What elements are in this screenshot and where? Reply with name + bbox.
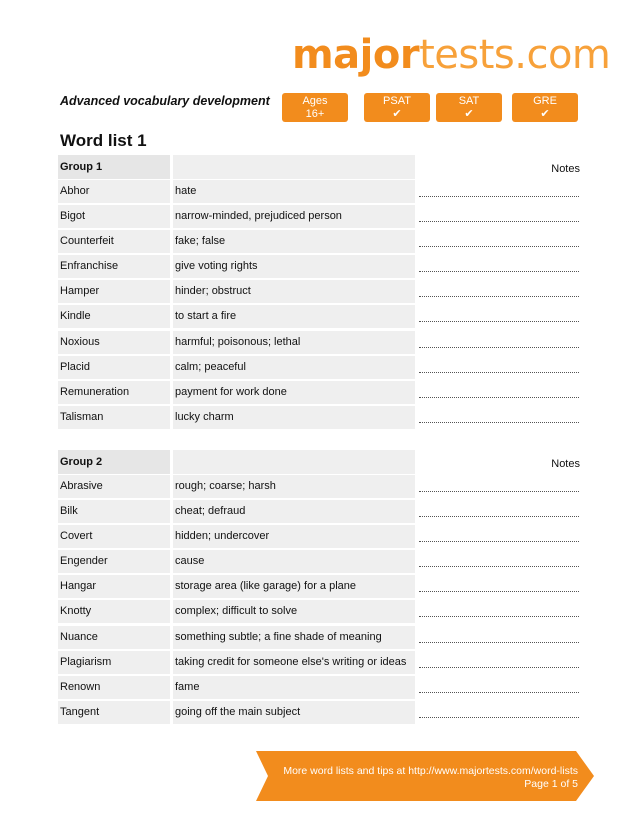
notes-line [419, 516, 579, 517]
notes-line [419, 397, 579, 398]
group-header [58, 450, 580, 474]
notes-line [419, 321, 579, 322]
word-group-2 [58, 450, 580, 725]
notes-line [419, 246, 579, 247]
badge-ages-value: 16+ [305, 108, 325, 120]
notes-line [419, 491, 579, 492]
definition-cell: give voting rights [173, 255, 415, 278]
word-cell: Knotty [58, 600, 170, 623]
group-title: Group 1 [58, 155, 170, 179]
word-row [58, 204, 580, 229]
definition-cell: calm; peaceful [173, 356, 415, 379]
badge-gre [512, 93, 578, 122]
footer-banner [256, 751, 594, 801]
badge-sat-label: SAT [458, 95, 480, 107]
word-row [58, 549, 580, 574]
definition-cell: cause [173, 550, 415, 573]
notes-line [419, 422, 579, 423]
page-number: Page 1 of 5 [524, 778, 578, 790]
word-row [58, 179, 580, 204]
notes-line [419, 271, 579, 272]
word-cell: Counterfeit [58, 230, 170, 253]
definition-cell: hidden; undercover [173, 525, 415, 548]
word-row [58, 599, 580, 624]
majortests-logo [292, 30, 610, 80]
word-cell: Noxious [58, 331, 170, 354]
notes-line [419, 221, 579, 222]
badge-ages [282, 93, 348, 122]
definition-cell: complex; difficult to solve [173, 600, 415, 623]
definition-cell: fame [173, 676, 415, 699]
group-header-spacer [173, 155, 415, 179]
word-cell: Hangar [58, 575, 170, 598]
notes-line [419, 642, 579, 643]
word-cell: Talisman [58, 406, 170, 429]
check-icon: ✔ [392, 108, 402, 120]
group-header-spacer [173, 450, 415, 474]
word-cell: Nuance [58, 626, 170, 649]
badge-gre-label: GRE [533, 95, 557, 107]
check-icon: ✔ [540, 108, 550, 120]
notes-line [419, 717, 579, 718]
notes-line [419, 541, 579, 542]
word-row [58, 279, 580, 304]
notes-label: Notes [551, 163, 580, 175]
notes-line [419, 616, 579, 617]
word-cell: Kindle [58, 305, 170, 328]
definition-cell: hinder; obstruct [173, 280, 415, 303]
notes-label: Notes [551, 458, 580, 470]
word-cell: Renown [58, 676, 170, 699]
definition-cell: narrow-minded, prejudiced person [173, 205, 415, 228]
definition-cell: to start a fire [173, 305, 415, 328]
notes-line [419, 196, 579, 197]
word-row [58, 304, 580, 329]
word-cell: Bigot [58, 205, 170, 228]
notes-line [419, 296, 579, 297]
word-cell: Enfranchise [58, 255, 170, 278]
word-row [58, 380, 580, 405]
definition-cell: something subtle; a fine shade of meaning [173, 626, 415, 649]
badge-psat-label: PSAT [383, 95, 411, 107]
word-cell: Bilk [58, 500, 170, 523]
definition-cell: harmful; poisonous; lethal [173, 331, 415, 354]
notes-line [419, 566, 579, 567]
group-title: Group 2 [58, 450, 170, 474]
definition-cell: cheat; defraud [173, 500, 415, 523]
definition-cell: going off the main subject [173, 701, 415, 724]
word-row [58, 574, 580, 599]
definition-cell: taking credit for someone else's writing or ideas [173, 651, 415, 674]
check-icon: ✔ [464, 108, 474, 120]
notes-line [419, 667, 579, 668]
word-cell: Abrasive [58, 475, 170, 498]
definition-cell: payment for work done [173, 381, 415, 404]
word-row [58, 229, 580, 254]
badge-sat [436, 93, 502, 122]
word-row [58, 474, 580, 499]
word-row [58, 524, 580, 549]
word-row [58, 625, 580, 650]
logo-major: major [292, 32, 420, 78]
word-cell: Tangent [58, 701, 170, 724]
logo-tests-com: tests.com [419, 32, 611, 78]
word-row [58, 355, 580, 380]
word-row [58, 675, 580, 700]
word-cell: Abhor [58, 180, 170, 203]
notes-line [419, 692, 579, 693]
word-group-1 [58, 155, 580, 430]
page-title: Word list 1 [60, 131, 147, 150]
word-cell: Hamper [58, 280, 170, 303]
word-cell: Placid [58, 356, 170, 379]
notes-line [419, 372, 579, 373]
word-row [58, 405, 580, 430]
notes-line [419, 347, 579, 348]
badge-psat [364, 93, 430, 122]
word-row [58, 499, 580, 524]
subtitle: Advanced vocabulary development [60, 94, 270, 108]
group-header [58, 155, 580, 179]
word-cell: Plagiarism [58, 651, 170, 674]
word-row [58, 330, 580, 355]
definition-cell: storage area (like garage) for a plane [173, 575, 415, 598]
word-cell: Covert [58, 525, 170, 548]
definition-cell: hate [173, 180, 415, 203]
badge-ages-label: Ages [302, 95, 328, 107]
word-cell: Engender [58, 550, 170, 573]
definition-cell: fake; false [173, 230, 415, 253]
definition-cell: rough; coarse; harsh [173, 475, 415, 498]
word-row [58, 254, 580, 279]
notes-line [419, 591, 579, 592]
word-row [58, 650, 580, 675]
definition-cell: lucky charm [173, 406, 415, 429]
word-row [58, 700, 580, 725]
footer-link-text[interactable]: More word lists and tips at http://www.majortests.com/word-lists [283, 765, 578, 777]
word-cell: Remuneration [58, 381, 170, 404]
